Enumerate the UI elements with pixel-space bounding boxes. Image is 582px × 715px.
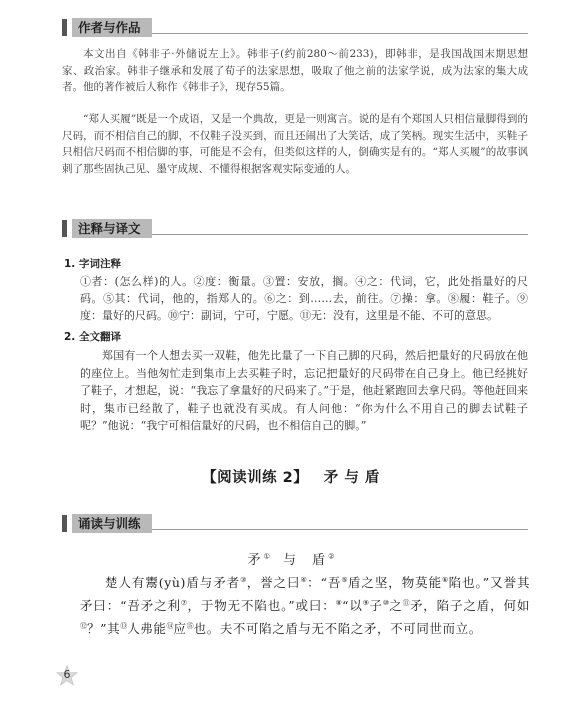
title-char: 与: [282, 553, 299, 568]
section-header-author: [62, 14, 528, 40]
classical-text-segment: ：“吾: [307, 575, 342, 591]
lesson-name: 矛 与 盾: [323, 470, 380, 486]
story-paragraph: “郑人买履”既是一个成语，又是一个典故，更是一则寓言。说的是有个郑国人只相信量脚得到的尺码，而不相信自己的脚，不仅鞋子没买到，而且还闹出了大笑话，成了笑柄。现实生活中，买鞋子只相信尺码而不相信脚的事，可能是不会有，但类似这样的人，倒确实是有的。“郑人买履”的故事讽刺了那些固执己见、墨守成规、不懂得根据客观实际变通的人。: [62, 113, 528, 175]
page-number: [56, 665, 78, 687]
section-header-reading: [62, 510, 528, 536]
classical-text-segment: 应: [173, 621, 187, 637]
title-char: 盾: [312, 553, 329, 568]
footnote-marker: ⑫: [80, 622, 87, 631]
footnote-marker: ⑮: [186, 622, 194, 631]
classical-text-title: [0, 549, 582, 568]
classical-text-segment: ？”其: [87, 621, 121, 637]
classical-text-segment: 之: [389, 598, 403, 614]
section-rule: [152, 529, 528, 530]
footnote-marker: ⑨: [362, 599, 370, 608]
section-header-notes: [62, 215, 528, 241]
footnote-marker: ②: [328, 552, 335, 561]
full-translation: 郑国有一个人想去买一双鞋，他先比量了一下自己脚的尺码，然后把量好的尺码放在他的座位上。当他匆忙走到集市上去买鞋子时，忘记把量好的尺码带在自己身上。他已经挑好了鞋子，才想起，说：“我忘了拿量好的尺码来了。”于是，他赶紧跑回去拿尺码。等他赶回来时，集市已经散了，鞋子也就没有买成。有人问他：“你为什么不用自己的脚去试鞋子呢？”他说：“我宁可相信量好的尺码，也不相信自己的脚。”: [80, 349, 528, 432]
footnote-marker: ⑭: [166, 622, 174, 631]
lesson-title: [0, 466, 582, 487]
classical-text-segment: 人弗能: [127, 621, 167, 637]
footnote-marker: ⑧: [335, 599, 343, 608]
vocabulary-notes: ①者：(怎么样)的人。②度：衡量。③置：安放，搁。④之：代词，它，此处指量好的尺码。⑤其：代词，他的，指郑人的。⑥之：到……去，前往。⑦操：拿。⑧履：鞋子。⑨度：量好的尺码。⑩宁：副词，宁可，宁愿。⑪无：没有，这里是不能、不可的意思。: [80, 275, 528, 322]
footnote-marker: ⑦: [180, 599, 188, 608]
subheading-vocabulary: 1. 字词注释: [64, 258, 121, 270]
classical-text-segment: 盾之坚，物莫能: [347, 575, 443, 591]
footnote-marker: ⑪: [402, 599, 410, 608]
footnote-marker: ③: [240, 576, 247, 584]
classical-text-segment: ，誉之曰: [246, 575, 301, 591]
subheading-translation: 2. 全文翻译: [64, 331, 121, 343]
section-marker: [62, 515, 67, 532]
classical-text: [80, 570, 530, 639]
section-title: 注释与译文: [72, 219, 152, 238]
section-marker: [62, 19, 67, 36]
section-rule: [152, 33, 528, 34]
classical-text-segment: 矛，陷子之盾，何如: [409, 598, 531, 614]
footnote-marker: ⑤: [341, 576, 348, 584]
classical-text-segment: 子: [369, 598, 383, 614]
footnote-marker: ⑬: [120, 622, 128, 631]
footnote-marker: ①: [263, 552, 270, 561]
classical-text-segment: 陷也。”又誉其矛曰：“吾矛之利: [80, 575, 531, 614]
footnote-marker: ⑥: [442, 576, 449, 584]
section-marker: [62, 220, 67, 237]
page-number-text: 6: [63, 668, 71, 681]
classical-text-segment: 楚人有鬻(yù)盾与矛者: [105, 575, 241, 591]
author-paragraph: 本文出自《韩非子·外储说左上》。韩非子(约前280～前233)，即韩非，是我国战国末期思想家、政治家。韩非子继承和发展了荀子的法家思想，吸取了他之前的法家学说，成为法家的集大成者。他的著作被后人称作《韩非子》，现存55篇。: [62, 48, 528, 93]
section-title: 作者与作品: [72, 18, 152, 37]
section-title: 诵读与训练: [72, 514, 152, 533]
classical-text-segment: ，于物无不陷也。”或曰：: [187, 598, 336, 614]
classical-text-segment: “以: [342, 598, 363, 614]
footnote-marker: ④: [300, 576, 308, 584]
classical-text-segment: 也。夫不可陷之盾与无不陷之矛，不可同世而立。: [193, 621, 482, 637]
title-char: 矛: [247, 553, 264, 568]
footnote-marker: ⑩: [382, 599, 390, 608]
lesson-label: 【阅读训练 2】: [202, 470, 309, 486]
section-rule: [152, 234, 528, 235]
